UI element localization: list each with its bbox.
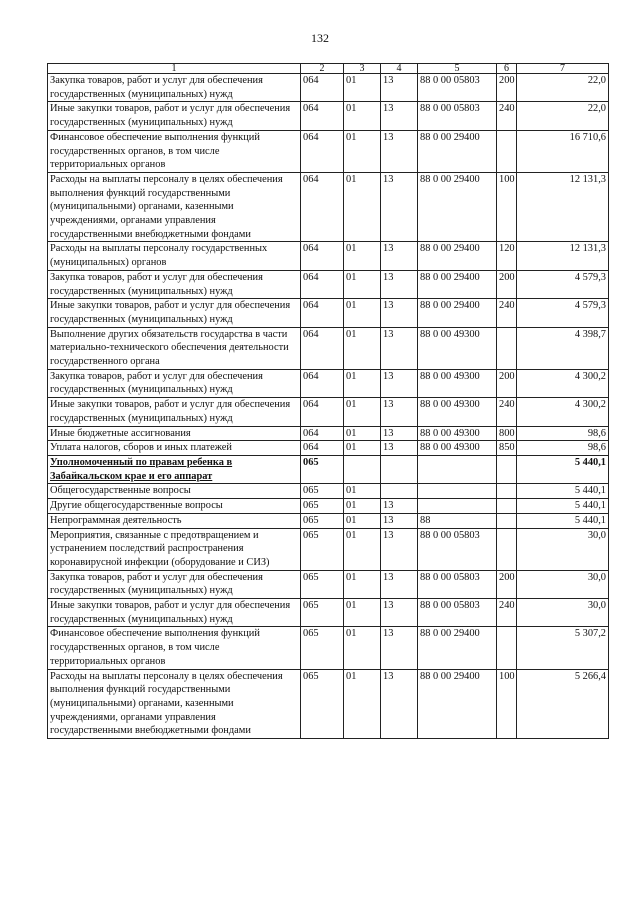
amount-cell: 4 300,2 bbox=[517, 398, 609, 426]
expense-type-cell: 240 bbox=[497, 299, 517, 327]
ministry-code-cell: 065 bbox=[301, 513, 344, 528]
subsection-code-cell: 13 bbox=[381, 669, 418, 739]
table-row bbox=[48, 102, 609, 130]
table-row bbox=[48, 242, 609, 270]
section-code-cell: 01 bbox=[344, 369, 381, 397]
subsection-code-cell: 13 bbox=[381, 528, 418, 570]
ministry-code-cell: 065 bbox=[301, 669, 344, 739]
table-row bbox=[48, 172, 609, 242]
expense-name-cell: Финансовое обеспечение выполнения функций государственных органов, в том числе территориальных органов bbox=[48, 130, 301, 172]
expense-name-cell: Закупка товаров, работ и услуг для обеспечения государственных (муниципальных) нужд bbox=[48, 74, 301, 102]
section-code-cell: 01 bbox=[344, 398, 381, 426]
ministry-code-cell: 065 bbox=[301, 455, 344, 483]
budget-table bbox=[47, 63, 609, 739]
section-code-cell: 01 bbox=[344, 513, 381, 528]
expense-type-cell: 120 bbox=[497, 242, 517, 270]
table-row bbox=[48, 570, 609, 598]
target-article-cell: 88 bbox=[418, 513, 497, 528]
amount-cell: 16 710,6 bbox=[517, 130, 609, 172]
ministry-code-cell: 064 bbox=[301, 299, 344, 327]
ministry-code-cell: 064 bbox=[301, 398, 344, 426]
subsection-code-cell: 13 bbox=[381, 599, 418, 627]
table-row bbox=[48, 270, 609, 298]
expense-type-cell: 800 bbox=[497, 426, 517, 441]
subsection-code-cell: 13 bbox=[381, 327, 418, 369]
expense-type-cell: 100 bbox=[497, 669, 517, 739]
ministry-code-cell: 064 bbox=[301, 441, 344, 456]
subsection-code-cell: 13 bbox=[381, 242, 418, 270]
expense-type-cell: 850 bbox=[497, 441, 517, 456]
table-row bbox=[48, 513, 609, 528]
amount-cell: 4 579,3 bbox=[517, 299, 609, 327]
target-article-cell: 88 0 00 05803 bbox=[418, 528, 497, 570]
table-row bbox=[48, 426, 609, 441]
column-header: 6 bbox=[497, 64, 517, 74]
subsection-code-cell: 13 bbox=[381, 369, 418, 397]
ministry-code-cell: 065 bbox=[301, 528, 344, 570]
amount-cell: 30,0 bbox=[517, 599, 609, 627]
expense-name-cell: Закупка товаров, работ и услуг для обеспечения государственных (муниципальных) нужд bbox=[48, 270, 301, 298]
target-article-cell: 88 0 00 29400 bbox=[418, 299, 497, 327]
expense-name-cell: Выполнение других обязательств государства в части материально-технического обеспечения деятельности государственного органа bbox=[48, 327, 301, 369]
amount-cell: 12 131,3 bbox=[517, 172, 609, 242]
section-code-cell: 01 bbox=[344, 441, 381, 456]
subsection-code-cell bbox=[381, 455, 418, 483]
section-code-cell: 01 bbox=[344, 242, 381, 270]
subsection-code-cell bbox=[381, 484, 418, 499]
expense-name-cell: Финансовое обеспечение выполнения функций государственных органов, в том числе территориальных органов bbox=[48, 627, 301, 669]
table-row bbox=[48, 627, 609, 669]
subsection-code-cell: 13 bbox=[381, 398, 418, 426]
expense-type-cell bbox=[497, 499, 517, 514]
section-code-cell: 01 bbox=[344, 172, 381, 242]
section-code-cell: 01 bbox=[344, 130, 381, 172]
table-row bbox=[48, 327, 609, 369]
expense-type-cell: 200 bbox=[497, 570, 517, 598]
table-row bbox=[48, 599, 609, 627]
subsection-code-cell: 13 bbox=[381, 74, 418, 102]
amount-cell: 4 579,3 bbox=[517, 270, 609, 298]
target-article-cell: 88 0 00 05803 bbox=[418, 102, 497, 130]
expense-name-cell: Иные закупки товаров, работ и услуг для обеспечения государственных (муниципальных) нужд bbox=[48, 398, 301, 426]
section-code-cell: 01 bbox=[344, 528, 381, 570]
column-header: 7 bbox=[517, 64, 609, 74]
section-code-cell bbox=[344, 455, 381, 483]
expense-name-cell: Расходы на выплаты персоналу в целях обеспечения выполнения функций государственными (муниципальными) органами, казенными учреждениями, органами управления государственными внебюджетными фондами bbox=[48, 172, 301, 242]
expense-name-cell: Иные закупки товаров, работ и услуг для обеспечения государственных (муниципальных) нужд bbox=[48, 102, 301, 130]
expense-type-cell bbox=[497, 455, 517, 483]
page-number: 132 bbox=[311, 31, 329, 45]
section-code-cell: 01 bbox=[344, 270, 381, 298]
target-article-cell: 88 0 00 49300 bbox=[418, 426, 497, 441]
expense-name-cell: Непрограммная деятельность bbox=[48, 513, 301, 528]
column-header: 2 bbox=[301, 64, 344, 74]
target-article-cell: 88 0 00 05803 bbox=[418, 599, 497, 627]
table-body bbox=[48, 64, 609, 739]
amount-cell: 12 131,3 bbox=[517, 242, 609, 270]
amount-cell: 98,6 bbox=[517, 426, 609, 441]
table-row bbox=[48, 484, 609, 499]
target-article-cell: 88 0 00 49300 bbox=[418, 327, 497, 369]
table-row bbox=[48, 441, 609, 456]
expense-type-cell: 100 bbox=[497, 172, 517, 242]
amount-cell: 5 266,4 bbox=[517, 669, 609, 739]
subsection-code-cell: 13 bbox=[381, 299, 418, 327]
section-code-cell: 01 bbox=[344, 426, 381, 441]
subsection-code-cell: 13 bbox=[381, 627, 418, 669]
expense-name-cell: Расходы на выплаты персоналу в целях обеспечения выполнения функций государственными (муниципальными) органами, казенными учреждениями, органами управления государственными внебюджетными фондами bbox=[48, 669, 301, 739]
target-article-cell bbox=[418, 484, 497, 499]
subsection-code-cell: 13 bbox=[381, 570, 418, 598]
ministry-code-cell: 065 bbox=[301, 599, 344, 627]
target-article-cell: 88 0 00 29400 bbox=[418, 130, 497, 172]
expense-name-cell: Общегосударственные вопросы bbox=[48, 484, 301, 499]
table-row bbox=[48, 74, 609, 102]
target-article-cell: 88 0 00 29400 bbox=[418, 627, 497, 669]
ministry-code-cell: 064 bbox=[301, 130, 344, 172]
subsection-code-cell: 13 bbox=[381, 426, 418, 441]
table-row bbox=[48, 669, 609, 739]
target-article-cell bbox=[418, 455, 497, 483]
column-header: 4 bbox=[381, 64, 418, 74]
expense-type-cell bbox=[497, 627, 517, 669]
amount-cell: 30,0 bbox=[517, 528, 609, 570]
amount-cell: 5 440,1 bbox=[517, 513, 609, 528]
target-article-cell: 88 0 00 49300 bbox=[418, 398, 497, 426]
expense-name-cell: Другие общегосударственные вопросы bbox=[48, 499, 301, 514]
section-code-cell: 01 bbox=[344, 74, 381, 102]
expense-type-cell bbox=[497, 327, 517, 369]
amount-cell: 4 398,7 bbox=[517, 327, 609, 369]
expense-type-cell: 200 bbox=[497, 369, 517, 397]
ministry-code-cell: 064 bbox=[301, 242, 344, 270]
amount-cell: 5 440,1 bbox=[517, 455, 609, 483]
target-article-cell: 88 0 00 49300 bbox=[418, 369, 497, 397]
subsection-code-cell: 13 bbox=[381, 102, 418, 130]
section-code-cell: 01 bbox=[344, 627, 381, 669]
section-code-cell: 01 bbox=[344, 669, 381, 739]
target-article-cell: 88 0 00 05803 bbox=[418, 570, 497, 598]
section-code-cell: 01 bbox=[344, 102, 381, 130]
target-article-cell: 88 0 00 29400 bbox=[418, 172, 497, 242]
amount-cell: 5 307,2 bbox=[517, 627, 609, 669]
expense-name-cell: Иные бюджетные ассигнования bbox=[48, 426, 301, 441]
table-row bbox=[48, 130, 609, 172]
section-code-cell: 01 bbox=[344, 570, 381, 598]
ministry-code-cell: 065 bbox=[301, 627, 344, 669]
amount-cell: 22,0 bbox=[517, 102, 609, 130]
table-row bbox=[48, 455, 609, 483]
expense-type-cell: 240 bbox=[497, 398, 517, 426]
ministry-code-cell: 064 bbox=[301, 426, 344, 441]
section-code-cell: 01 bbox=[344, 599, 381, 627]
expense-name-cell: Мероприятия, связанные с предотвращением и устранением последствий распространения коронавирусной инфекции (оборудование и СИЗ) bbox=[48, 528, 301, 570]
expense-name-cell: Расходы на выплаты персоналу государственных (муниципальных) органов bbox=[48, 242, 301, 270]
ministry-code-cell: 064 bbox=[301, 327, 344, 369]
subsection-code-cell: 13 bbox=[381, 513, 418, 528]
section-code-cell: 01 bbox=[344, 299, 381, 327]
amount-cell: 98,6 bbox=[517, 441, 609, 456]
ministry-code-cell: 064 bbox=[301, 74, 344, 102]
expense-type-cell: 240 bbox=[497, 599, 517, 627]
table-row bbox=[48, 299, 609, 327]
expense-name-cell: Закупка товаров, работ и услуг для обеспечения государственных (муниципальных) нужд bbox=[48, 570, 301, 598]
expense-name-cell: Иные закупки товаров, работ и услуг для обеспечения государственных (муниципальных) нужд bbox=[48, 599, 301, 627]
expense-type-cell: 200 bbox=[497, 270, 517, 298]
target-article-cell bbox=[418, 499, 497, 514]
column-header: 5 bbox=[418, 64, 497, 74]
expense-name-cell: Иные закупки товаров, работ и услуг для обеспечения государственных (муниципальных) нужд bbox=[48, 299, 301, 327]
ministry-code-cell: 064 bbox=[301, 172, 344, 242]
expense-type-cell bbox=[497, 484, 517, 499]
target-article-cell: 88 0 00 05803 bbox=[418, 74, 497, 102]
expense-name-cell: Закупка товаров, работ и услуг для обеспечения государственных (муниципальных) нужд bbox=[48, 369, 301, 397]
target-article-cell: 88 0 00 29400 bbox=[418, 242, 497, 270]
amount-cell: 5 440,1 bbox=[517, 499, 609, 514]
target-article-cell: 88 0 00 29400 bbox=[418, 669, 497, 739]
target-article-cell: 88 0 00 29400 bbox=[418, 270, 497, 298]
section-code-cell: 01 bbox=[344, 484, 381, 499]
expense-type-cell: 240 bbox=[497, 102, 517, 130]
ministry-code-cell: 064 bbox=[301, 270, 344, 298]
column-header: 3 bbox=[344, 64, 381, 74]
subsection-code-cell: 13 bbox=[381, 270, 418, 298]
subsection-code-cell: 13 bbox=[381, 130, 418, 172]
expense-type-cell bbox=[497, 513, 517, 528]
table-row bbox=[48, 369, 609, 397]
table-row bbox=[48, 398, 609, 426]
table-row bbox=[48, 528, 609, 570]
expense-name-cell: Уполномоченный по правам ребенка в Забайкальском крае и его аппарат bbox=[48, 455, 301, 483]
amount-cell: 4 300,2 bbox=[517, 369, 609, 397]
amount-cell: 30,0 bbox=[517, 570, 609, 598]
expense-type-cell bbox=[497, 528, 517, 570]
ministry-code-cell: 065 bbox=[301, 484, 344, 499]
column-header: 1 bbox=[48, 64, 301, 74]
amount-cell: 5 440,1 bbox=[517, 484, 609, 499]
column-header-row bbox=[48, 64, 609, 74]
amount-cell: 22,0 bbox=[517, 74, 609, 102]
subsection-code-cell: 13 bbox=[381, 172, 418, 242]
ministry-code-cell: 064 bbox=[301, 102, 344, 130]
subsection-code-cell: 13 bbox=[381, 499, 418, 514]
expense-type-cell bbox=[497, 130, 517, 172]
subsection-code-cell: 13 bbox=[381, 441, 418, 456]
ministry-code-cell: 065 bbox=[301, 499, 344, 514]
ministry-code-cell: 064 bbox=[301, 369, 344, 397]
target-article-cell: 88 0 00 49300 bbox=[418, 441, 497, 456]
expense-type-cell: 200 bbox=[497, 74, 517, 102]
expense-name-cell: Уплата налогов, сборов и иных платежей bbox=[48, 441, 301, 456]
section-code-cell: 01 bbox=[344, 327, 381, 369]
ministry-code-cell: 065 bbox=[301, 570, 344, 598]
table-row bbox=[48, 499, 609, 514]
section-code-cell: 01 bbox=[344, 499, 381, 514]
